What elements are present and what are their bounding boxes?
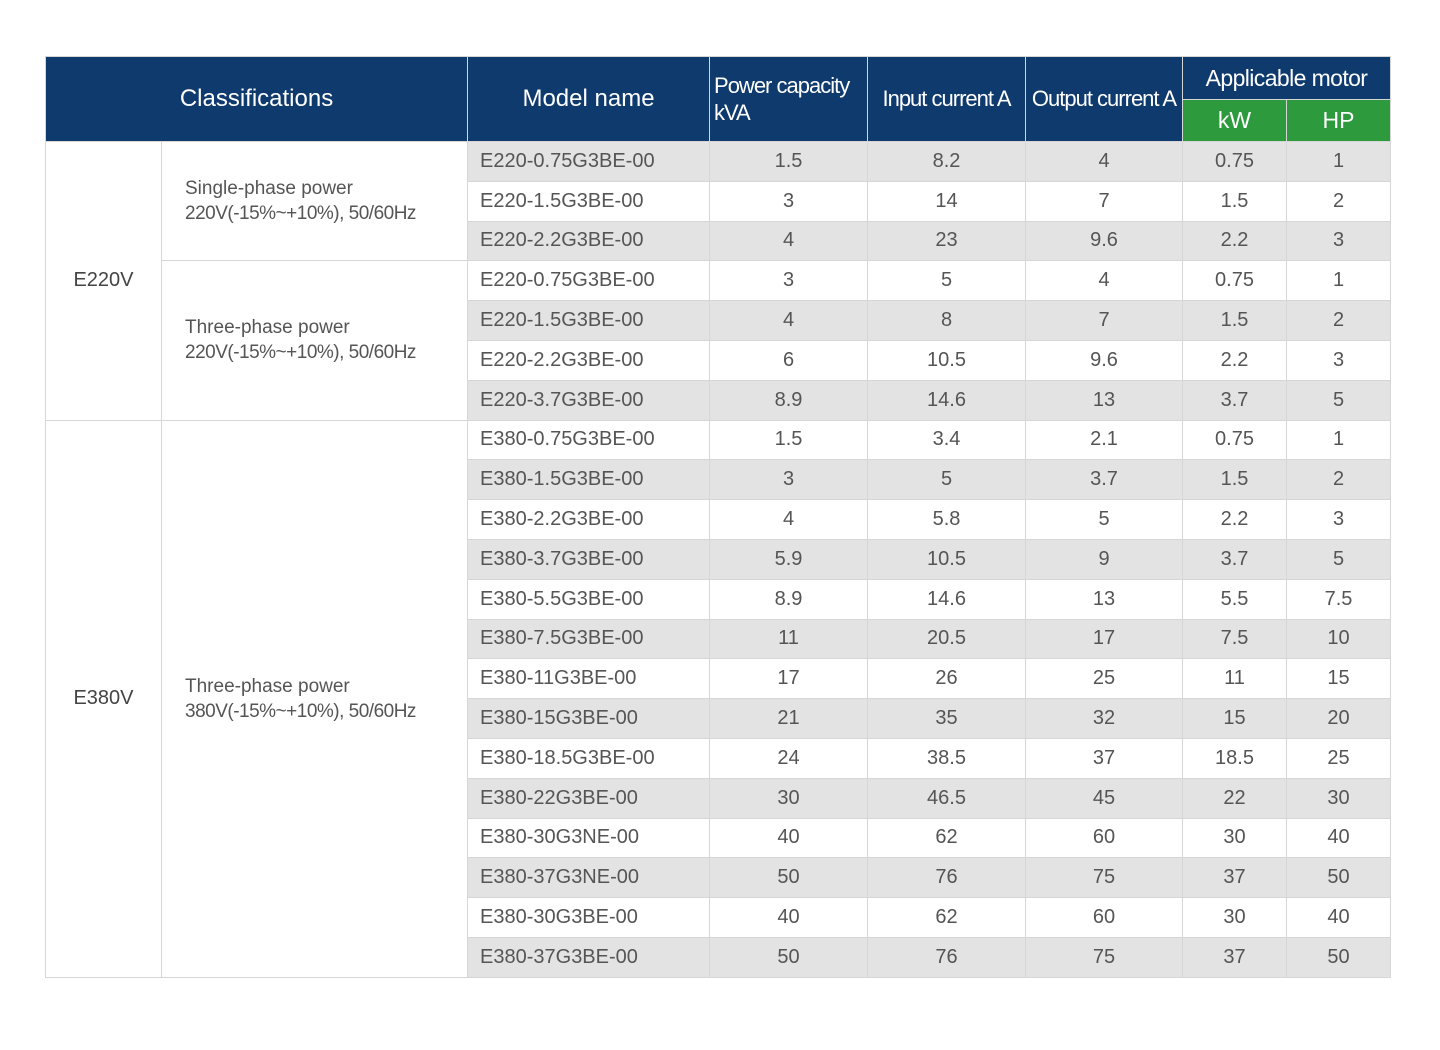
model-name-cell: E380-18.5G3BE-00: [468, 738, 710, 778]
motor-hp-cell: 2: [1287, 181, 1391, 221]
motor-kw-cell: 11: [1183, 659, 1287, 699]
power-capacity-cell: 24: [710, 738, 868, 778]
classification-group: E380V: [46, 420, 162, 977]
motor-kw-cell: 30: [1183, 818, 1287, 858]
table-row: [46, 420, 1391, 460]
output-current-cell: 60: [1026, 898, 1183, 938]
motor-kw-cell: 2.2: [1183, 340, 1287, 380]
motor-hp-cell: 40: [1287, 898, 1391, 938]
input-current-cell: 10.5: [868, 340, 1026, 380]
power-capacity-cell: 5.9: [710, 539, 868, 579]
motor-hp-cell: 20: [1287, 699, 1391, 739]
input-current-cell: 10.5: [868, 539, 1026, 579]
model-name-cell: E380-30G3BE-00: [468, 898, 710, 938]
output-current-cell: 32: [1026, 699, 1183, 739]
output-current-cell: 37: [1026, 738, 1183, 778]
output-current-cell: 9: [1026, 539, 1183, 579]
power-capacity-cell: 1.5: [710, 142, 868, 182]
output-current-cell: 2.1: [1026, 420, 1183, 460]
motor-hp-cell: 1: [1287, 261, 1391, 301]
output-current-cell: 4: [1026, 142, 1183, 182]
motor-kw-cell: 3.7: [1183, 380, 1287, 420]
motor-hp-cell: 30: [1287, 778, 1391, 818]
power-voltage: 380V(-15%~+10%), 50/60Hz: [185, 700, 416, 722]
output-current-cell: 75: [1026, 937, 1183, 977]
power-voltage: 220V(-15%~+10%), 50/60Hz: [185, 203, 416, 225]
input-current-cell: 5: [868, 460, 1026, 500]
model-name-cell: E220-1.5G3BE-00: [468, 181, 710, 221]
output-current-cell: 45: [1026, 778, 1183, 818]
model-name-cell: E380-37G3NE-00: [468, 858, 710, 898]
output-current-cell: 3.7: [1026, 460, 1183, 500]
header-kw: kW: [1183, 100, 1287, 142]
power-capacity-cell: 21: [710, 699, 868, 739]
model-name-cell: E220-3.7G3BE-00: [468, 380, 710, 420]
motor-hp-cell: 5: [1287, 539, 1391, 579]
power-capacity-cell: 4: [710, 301, 868, 341]
spec-table-body: [46, 142, 1391, 978]
power-description: [162, 142, 468, 261]
model-name-cell: E380-2.2G3BE-00: [468, 500, 710, 540]
input-current-cell: 26: [868, 659, 1026, 699]
output-current-cell: 9.6: [1026, 340, 1183, 380]
output-current-cell: 5: [1026, 500, 1183, 540]
classification-group: E220V: [46, 142, 162, 421]
power-description: [162, 420, 468, 977]
power-capacity-cell: 50: [710, 937, 868, 977]
output-current-cell: 17: [1026, 619, 1183, 659]
motor-hp-cell: 5: [1287, 380, 1391, 420]
input-current-cell: 14: [868, 181, 1026, 221]
motor-kw-cell: 3.7: [1183, 539, 1287, 579]
motor-hp-cell: 50: [1287, 858, 1391, 898]
model-name-cell: E380-30G3NE-00: [468, 818, 710, 858]
header-power-capacity-unit: kVA: [714, 100, 750, 125]
model-name-cell: E220-2.2G3BE-00: [468, 340, 710, 380]
input-current-cell: 46.5: [868, 778, 1026, 818]
table-row: [46, 261, 1391, 301]
power-capacity-cell: 4: [710, 221, 868, 261]
input-current-cell: 14.6: [868, 380, 1026, 420]
output-current-cell: 9.6: [1026, 221, 1183, 261]
motor-kw-cell: 15: [1183, 699, 1287, 739]
power-capacity-cell: 4: [710, 500, 868, 540]
motor-kw-cell: 0.75: [1183, 142, 1287, 182]
power-capacity-cell: 30: [710, 778, 868, 818]
power-capacity-cell: 40: [710, 898, 868, 938]
input-current-cell: 3.4: [868, 420, 1026, 460]
header-applicable-motor: Applicable motor: [1183, 57, 1391, 100]
header-power-capacity: [710, 57, 868, 142]
table-row: [46, 142, 1391, 182]
output-current-cell: 75: [1026, 858, 1183, 898]
motor-hp-cell: 1: [1287, 420, 1391, 460]
model-name-cell: E380-7.5G3BE-00: [468, 619, 710, 659]
motor-hp-cell: 15: [1287, 659, 1391, 699]
header-power-capacity-label: Power capacity: [714, 73, 850, 98]
model-name-cell: E380-3.7G3BE-00: [468, 539, 710, 579]
motor-kw-cell: 1.5: [1183, 460, 1287, 500]
power-phase: Three-phase power: [185, 317, 350, 339]
input-current-cell: 8.2: [868, 142, 1026, 182]
spec-table: [45, 56, 1391, 978]
power-capacity-cell: 3: [710, 460, 868, 500]
header-model-name: Model name: [468, 57, 710, 142]
power-capacity-cell: 17: [710, 659, 868, 699]
power-capacity-cell: 11: [710, 619, 868, 659]
input-current-cell: 5.8: [868, 500, 1026, 540]
model-name-cell: E380-1.5G3BE-00: [468, 460, 710, 500]
motor-hp-cell: 25: [1287, 738, 1391, 778]
model-name-cell: E380-37G3BE-00: [468, 937, 710, 977]
motor-kw-cell: 30: [1183, 898, 1287, 938]
motor-hp-cell: 1: [1287, 142, 1391, 182]
motor-kw-cell: 1.5: [1183, 181, 1287, 221]
input-current-cell: 8: [868, 301, 1026, 341]
power-capacity-cell: 40: [710, 818, 868, 858]
power-capacity-cell: 50: [710, 858, 868, 898]
model-name-cell: E220-0.75G3BE-00: [468, 261, 710, 301]
motor-kw-cell: 37: [1183, 937, 1287, 977]
output-current-cell: 4: [1026, 261, 1183, 301]
motor-hp-cell: 10: [1287, 619, 1391, 659]
header-classifications: Classifications: [46, 57, 468, 142]
motor-kw-cell: 0.75: [1183, 420, 1287, 460]
model-name-cell: E380-11G3BE-00: [468, 659, 710, 699]
output-current-cell: 25: [1026, 659, 1183, 699]
model-name-cell: E380-22G3BE-00: [468, 778, 710, 818]
input-current-cell: 62: [868, 898, 1026, 938]
model-name-cell: E380-0.75G3BE-00: [468, 420, 710, 460]
power-capacity-cell: 8.9: [710, 380, 868, 420]
motor-hp-cell: 3: [1287, 221, 1391, 261]
input-current-cell: 38.5: [868, 738, 1026, 778]
motor-hp-cell: 2: [1287, 460, 1391, 500]
model-name-cell: E380-5.5G3BE-00: [468, 579, 710, 619]
motor-kw-cell: 7.5: [1183, 619, 1287, 659]
power-phase: Three-phase power: [185, 675, 350, 697]
motor-kw-cell: 22: [1183, 778, 1287, 818]
input-current-cell: 76: [868, 858, 1026, 898]
motor-hp-cell: 2: [1287, 301, 1391, 341]
output-current-cell: 60: [1026, 818, 1183, 858]
power-capacity-cell: 1.5: [710, 420, 868, 460]
output-current-cell: 7: [1026, 181, 1183, 221]
model-name-cell: E220-2.2G3BE-00: [468, 221, 710, 261]
model-name-cell: E220-1.5G3BE-00: [468, 301, 710, 341]
output-current-cell: 13: [1026, 579, 1183, 619]
input-current-cell: 35: [868, 699, 1026, 739]
input-current-cell: 20.5: [868, 619, 1026, 659]
header-output-current: Output current A: [1026, 57, 1183, 142]
motor-kw-cell: 2.2: [1183, 500, 1287, 540]
output-current-cell: 13: [1026, 380, 1183, 420]
motor-kw-cell: 2.2: [1183, 221, 1287, 261]
motor-kw-cell: 18.5: [1183, 738, 1287, 778]
input-current-cell: 23: [868, 221, 1026, 261]
input-current-cell: 5: [868, 261, 1026, 301]
power-capacity-cell: 3: [710, 181, 868, 221]
input-current-cell: 62: [868, 818, 1026, 858]
model-name-cell: E380-15G3BE-00: [468, 699, 710, 739]
power-capacity-cell: 6: [710, 340, 868, 380]
motor-kw-cell: 0.75: [1183, 261, 1287, 301]
input-current-cell: 14.6: [868, 579, 1026, 619]
model-name-cell: E220-0.75G3BE-00: [468, 142, 710, 182]
motor-kw-cell: 1.5: [1183, 301, 1287, 341]
output-current-cell: 7: [1026, 301, 1183, 341]
power-phase: Single-phase power: [185, 178, 353, 200]
header-input-current: Input current A: [868, 57, 1026, 142]
power-capacity-cell: 3: [710, 261, 868, 301]
motor-kw-cell: 37: [1183, 858, 1287, 898]
motor-hp-cell: 3: [1287, 340, 1391, 380]
motor-kw-cell: 5.5: [1183, 579, 1287, 619]
motor-hp-cell: 40: [1287, 818, 1391, 858]
motor-hp-cell: 3: [1287, 500, 1391, 540]
motor-hp-cell: 7.5: [1287, 579, 1391, 619]
header-hp: HP: [1287, 100, 1391, 142]
input-current-cell: 76: [868, 937, 1026, 977]
power-capacity-cell: 8.9: [710, 579, 868, 619]
power-voltage: 220V(-15%~+10%), 50/60Hz: [185, 342, 416, 364]
motor-hp-cell: 50: [1287, 937, 1391, 977]
power-description: [162, 261, 468, 420]
